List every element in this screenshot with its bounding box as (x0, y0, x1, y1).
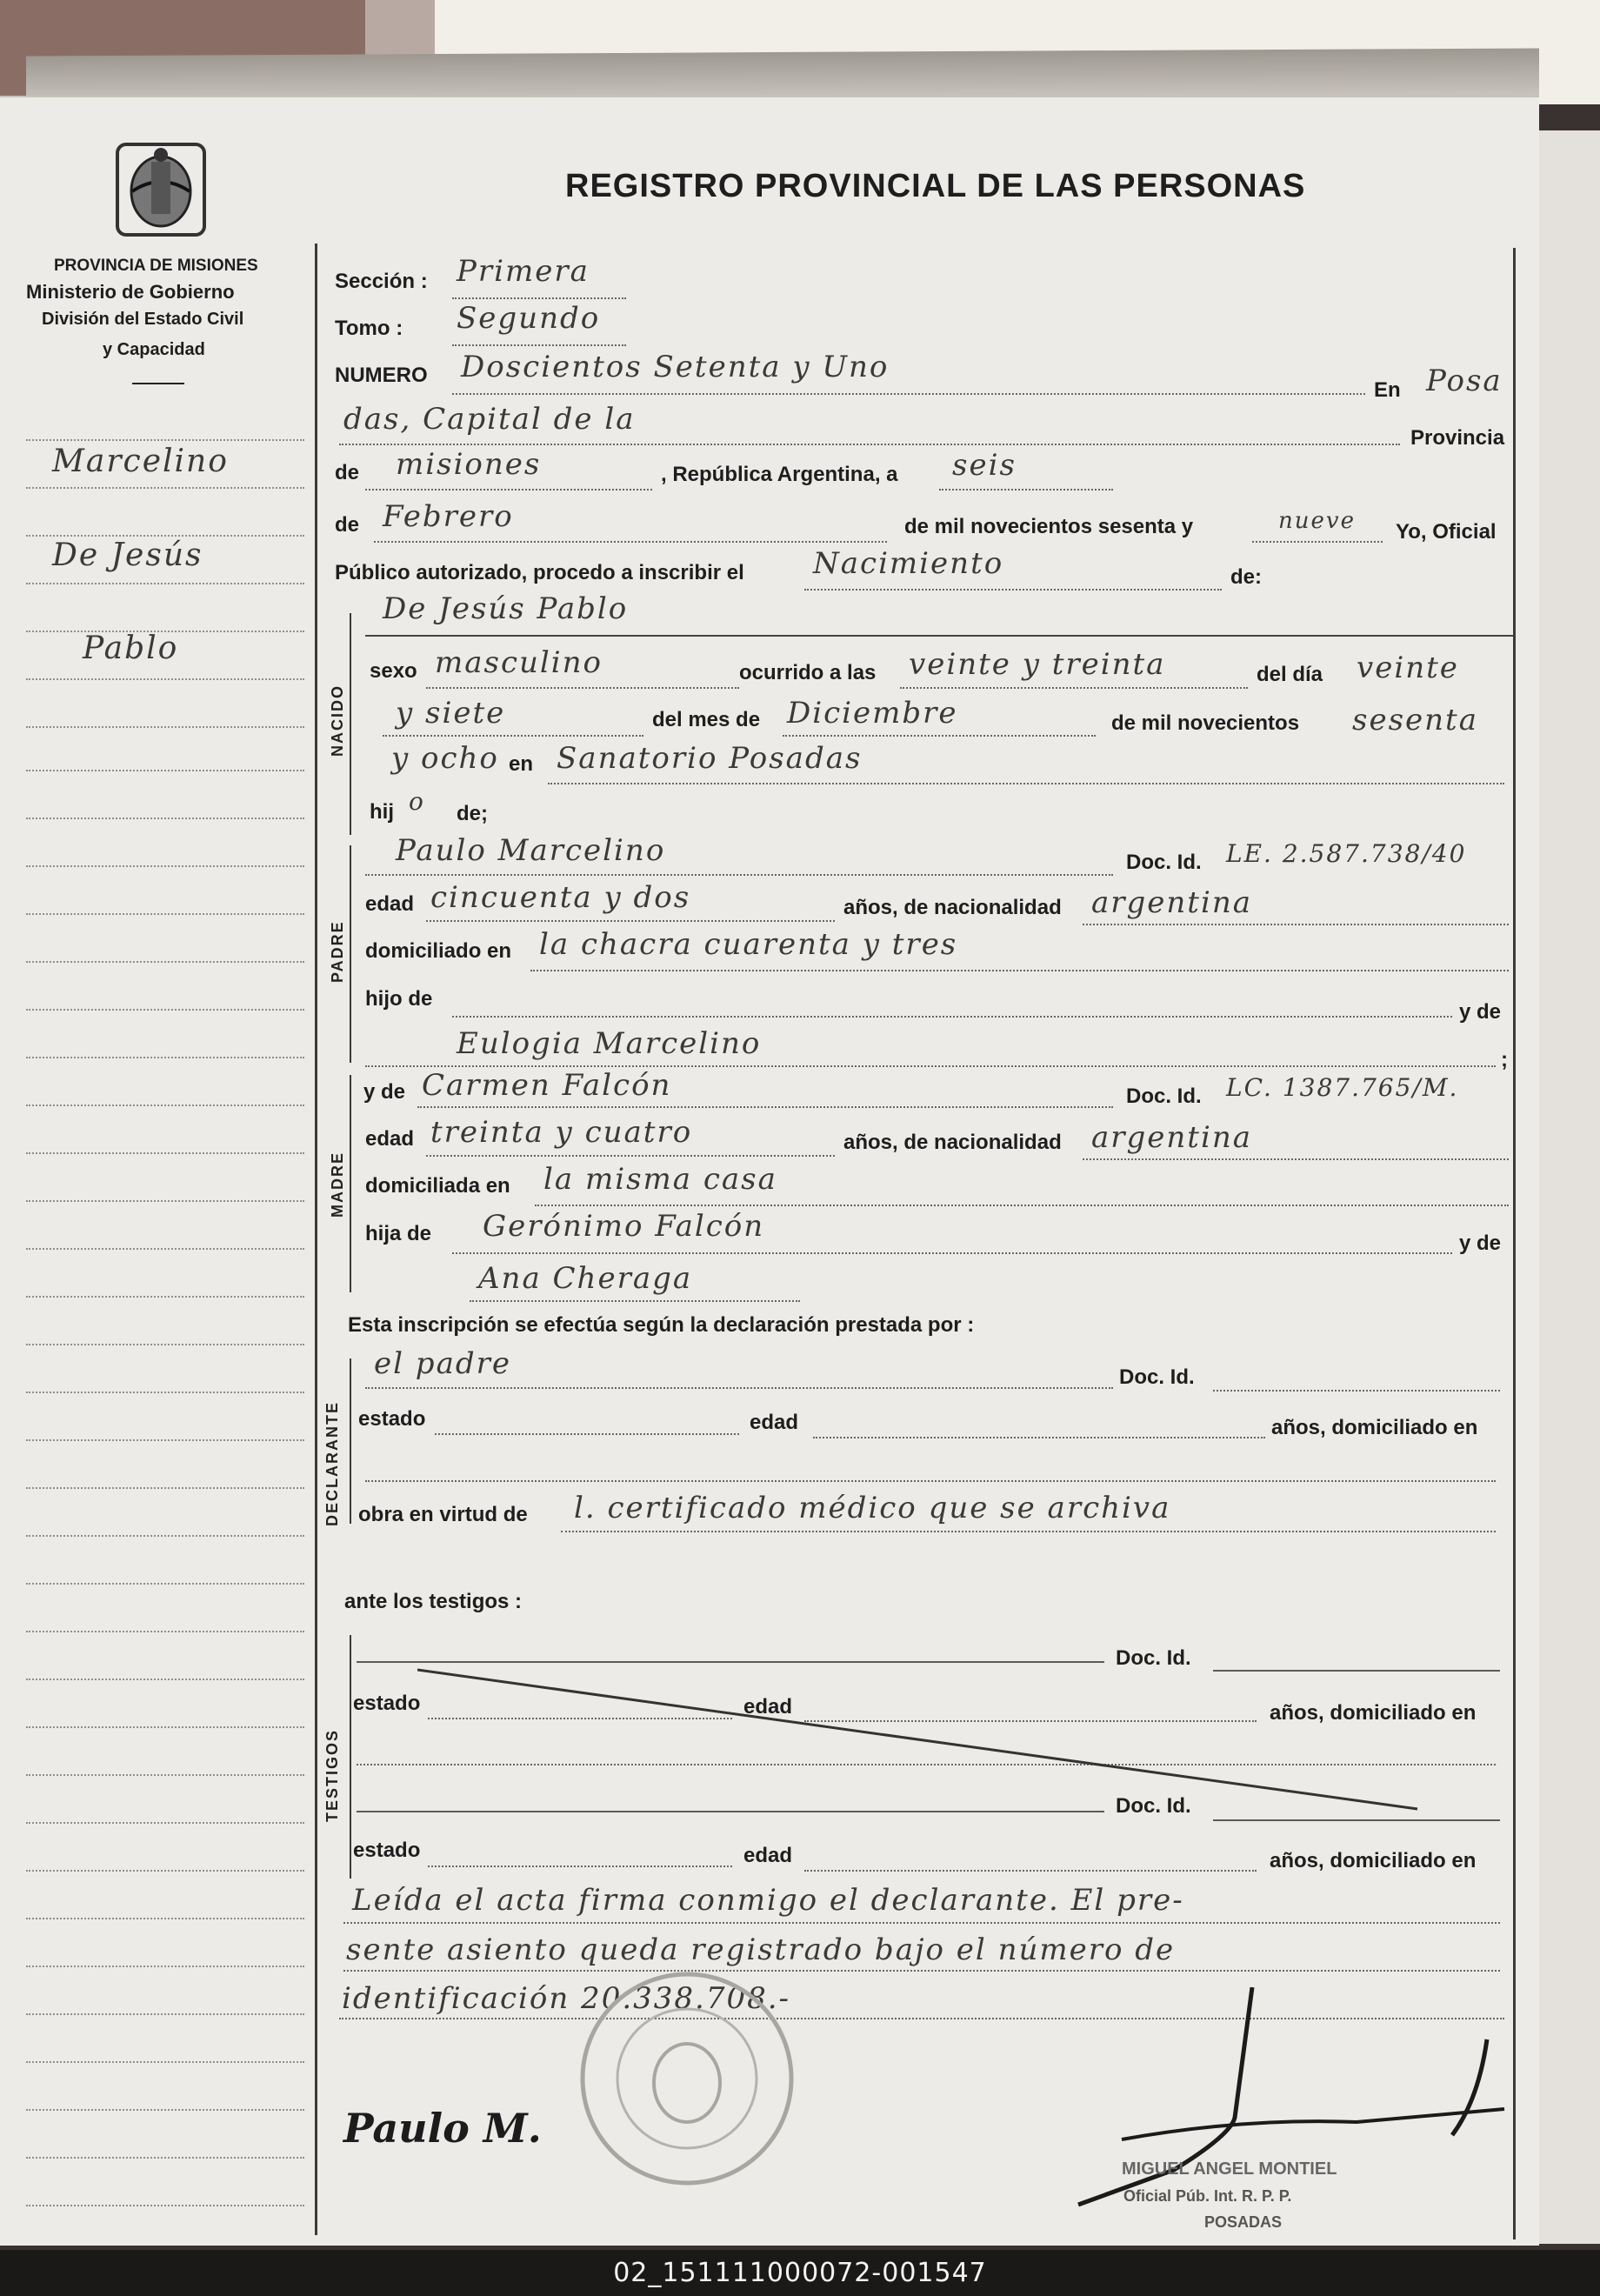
declarante-nombre: el padre (374, 1346, 511, 1381)
declarante-obra-value: l. certificado médico que se archiva (574, 1491, 1171, 1525)
org-division: División del Estado Civil (42, 310, 244, 329)
mes-value: Diciembre (787, 696, 958, 731)
nota-line-2: sente asiento queda registrado bajo el número de (346, 1932, 1176, 1967)
sexo-label: sexo (370, 659, 417, 683)
padre-doc-value: LE. 2.587.738/40 (1226, 839, 1467, 868)
image-caption: 02_151111000072-001547 (0, 2250, 1600, 2296)
padre-edad-label: edad (365, 892, 415, 916)
cancel-strike (417, 1661, 1426, 1818)
padre-hijo-de-label: hijo de (365, 987, 433, 1011)
fecha-dia-line (939, 489, 1113, 491)
padre-edad-value: cincuenta y dos (430, 880, 691, 915)
madre-madre-line (470, 1300, 800, 1302)
dia-part1: veinte (1357, 651, 1459, 685)
nacido-nombre-line (365, 635, 1513, 637)
madre-madre-de: Ana Cheraga (478, 1261, 693, 1296)
declarante-estado-line (435, 1433, 739, 1435)
lugar-nacido-line (548, 783, 1504, 784)
sexo-line (426, 687, 739, 689)
coat-of-arms-icon (113, 137, 209, 242)
mil-label: de mil novecientos (1111, 711, 1300, 735)
testigo2-estado-line (428, 1866, 732, 1867)
madre-y-de-label-2: y de (1459, 1231, 1502, 1255)
lugar-nacido: Sanatorio Posadas (557, 741, 863, 776)
madre-hija-de-label: hija de (365, 1222, 432, 1245)
nacido-label: NACIDO (329, 684, 346, 757)
de-label-2: de (335, 513, 360, 537)
declarante-edad-label: edad (750, 1411, 799, 1434)
fecha-mes-line (374, 541, 887, 543)
testigos-label: TESTIGOS (323, 1728, 341, 1822)
madre-doc-label: Doc. Id. (1126, 1085, 1202, 1108)
testigo2-estado-label: estado (353, 1839, 421, 1862)
oficial-label: Yo, Oficial (1396, 520, 1497, 544)
madre-edad-value: treinta y cuatro (430, 1115, 693, 1150)
padre-hijo-de-line (452, 1016, 1452, 1018)
right-frame-line (1513, 248, 1516, 2239)
numero-label: NUMERO (335, 364, 428, 387)
nacido-bracket (350, 613, 351, 835)
declarante-bracket (350, 1358, 351, 1524)
seccion-value: Primera (457, 254, 590, 289)
republica-label: , República Argentina, a (661, 463, 898, 486)
fecha-anio: nueve (1278, 508, 1356, 534)
padre-edad-line (426, 920, 835, 922)
oficial-role: Oficial Púb. Int. R. P. P. (1123, 2187, 1292, 2205)
declarante-signature: Paulo M. (343, 2105, 542, 2152)
padre-domicilio-label: domiciliado en (365, 939, 512, 963)
del-dia-label: del día (1257, 663, 1323, 686)
seccion-label: Sección : (335, 270, 428, 293)
anio-label: de mil novecientos sesenta y (904, 515, 1194, 538)
testigos-intro: ante los testigos : (344, 1590, 523, 1613)
padre-nac-label: años, de nacionalidad (843, 896, 1062, 919)
nota-line-3: identificación 20.338.708.- (342, 1981, 791, 2016)
margin-name-3: Pablo (83, 631, 179, 666)
margin-name-1: Marcelino (52, 444, 229, 479)
madre-y-de-label: y de (363, 1080, 406, 1104)
testigo2-anios-label: años, domiciliado en (1270, 1849, 1477, 1872)
testigos-bracket (350, 1635, 351, 1879)
page-edge (1539, 130, 1600, 2244)
declarante-edad-line (813, 1437, 1265, 1438)
numero-line (452, 393, 1365, 395)
provincia-value: misiones (396, 447, 542, 482)
nota-line-1: Leída el acta firma conmigo el declarante. El pre- (352, 1883, 1184, 1918)
tomo-value: Segundo (457, 301, 601, 336)
declarante-doc-label: Doc. Id. (1119, 1365, 1195, 1389)
padre-nombre: Paulo Marcelino (396, 833, 666, 868)
del-mes-label: del mes de (652, 708, 761, 731)
madre-padre-de: Gerónimo Falcón (483, 1209, 765, 1244)
oficial-signature (1070, 1987, 1522, 2213)
lugar-part1: Posa (1426, 364, 1503, 398)
testigo1-edad-label: edad (743, 1695, 793, 1719)
oficial-name: MIGUEL ANGEL MONTIEL (1122, 2159, 1337, 2179)
padre-domicilio-line (530, 970, 1509, 971)
testigo1-estado-label: estado (353, 1692, 421, 1715)
margin-name-2: De Jesús (52, 537, 203, 573)
hij-suffix: o (409, 787, 425, 816)
acto-line (804, 589, 1222, 591)
seccion-line (452, 297, 626, 299)
org-division-2: y Capacidad (103, 340, 205, 359)
hij-de-label: de; (457, 802, 488, 825)
de-colon: de: (1230, 565, 1262, 589)
madre-nac-line (1083, 1158, 1509, 1160)
madre-domicilio-line (535, 1205, 1509, 1206)
madre-nac-label: años, de nacionalidad (843, 1131, 1062, 1154)
testigo1-anios-label: años, domiciliado en (1270, 1701, 1477, 1725)
padre-y-de-label: y de (1459, 1000, 1502, 1024)
declarante-anios-label: años, domiciliado en (1271, 1416, 1478, 1439)
numero-value: Doscientos Setenta y Uno (461, 350, 890, 384)
document-title: REGISTRO PROVINCIAL DE LAS PERSONAS (565, 168, 1306, 204)
padre-madre-line (365, 1065, 1496, 1067)
declarante-intro: Esta inscripción se efectúa según la declaración prestada por : (348, 1313, 975, 1337)
declarante-doc-line (1213, 1390, 1500, 1392)
org-ministry: Ministerio de Gobierno (26, 281, 235, 303)
lugar-line (339, 444, 1400, 445)
madre-edad-line (426, 1155, 835, 1157)
anio-part2: y ocho (391, 741, 499, 776)
provincia-label: Provincia (1410, 426, 1505, 450)
padre-domicilio-value: la chacra cuarenta y tres (539, 927, 958, 962)
oficial-city: POSADAS (1204, 2213, 1283, 2231)
dia-line (383, 735, 643, 737)
testigo1-doc-label: Doc. Id. (1116, 1646, 1191, 1670)
tomo-line (452, 344, 626, 346)
padre-doc-label: Doc. Id. (1126, 851, 1202, 874)
mes-line (783, 735, 1096, 737)
declarante-domicilio-line (365, 1480, 1496, 1482)
madre-domicilio-value: la misma casa (543, 1162, 777, 1197)
madre-nombre: Carmen Falcón (422, 1068, 672, 1103)
declarante-estado-label: estado (358, 1407, 426, 1431)
fecha-anio-line (1252, 541, 1383, 543)
en-label-nacido: en (509, 752, 534, 776)
padre-label: PADRE (329, 920, 346, 983)
testigo2-doc-label: Doc. Id. (1116, 1794, 1191, 1818)
org-province: PROVINCIA DE MISIONES (54, 257, 258, 275)
declarante-obra-label: obra en virtud de (358, 1503, 528, 1526)
testigo2-edad-line (804, 1870, 1257, 1872)
padre-semicolon: ; (1501, 1048, 1508, 1071)
testigo2-edad-label: edad (743, 1844, 793, 1867)
padre-nac-value: argentina (1091, 885, 1253, 920)
declarante-label: DECLARANTE (323, 1401, 341, 1526)
en-label: En (1374, 378, 1401, 402)
madre-nombre-line (417, 1106, 1113, 1108)
hij-label: hij (370, 800, 394, 824)
official-stamp-icon (574, 1966, 800, 2192)
publico-label: Público autorizado, procedo a inscribir el (335, 561, 744, 584)
declarante-nombre-line (365, 1387, 1113, 1389)
hora-value: veinte y treinta (909, 647, 1166, 682)
madre-hija-de-line (452, 1252, 1452, 1254)
padre-madre-de: Eulogia Marcelino (457, 1026, 762, 1061)
padre-nombre-line (365, 874, 1113, 876)
testigo2-doc-line (1213, 1819, 1500, 1821)
anio-part1: sesenta (1352, 703, 1478, 738)
sexo-value: masculino (435, 645, 603, 680)
lugar-part2: das, Capital de la (343, 402, 636, 437)
nacido-nombre: De Jesús Pablo (383, 591, 629, 626)
madre-domicilio-label: domiciliada en (365, 1174, 510, 1198)
padre-nac-line (1083, 924, 1509, 925)
declarante-obra-line (561, 1531, 1496, 1532)
provincia-line (365, 489, 652, 491)
nota-line-1-rule (343, 1922, 1500, 1924)
nota-line-2-rule (343, 1970, 1500, 1972)
madre-edad-label: edad (365, 1127, 415, 1151)
de-label: de (335, 461, 360, 484)
acto-value: Nacimiento (813, 546, 1004, 581)
dia-part2: y siete (396, 696, 506, 731)
ocurrido-label: ocurrido a las (739, 661, 877, 684)
left-frame-line (315, 244, 317, 2235)
madre-doc-value: LC. 1387.765/M. (1226, 1073, 1459, 1102)
madre-label: MADRE (329, 1151, 346, 1218)
hora-line (900, 687, 1248, 689)
madre-nac-value: argentina (1091, 1120, 1253, 1155)
tomo-label: Tomo : (335, 317, 403, 340)
org-divider (132, 383, 184, 384)
fecha-dia: seis (952, 448, 1017, 483)
fecha-mes: Febrero (383, 499, 514, 534)
padre-bracket (350, 845, 351, 1063)
madre-bracket (350, 1075, 351, 1292)
